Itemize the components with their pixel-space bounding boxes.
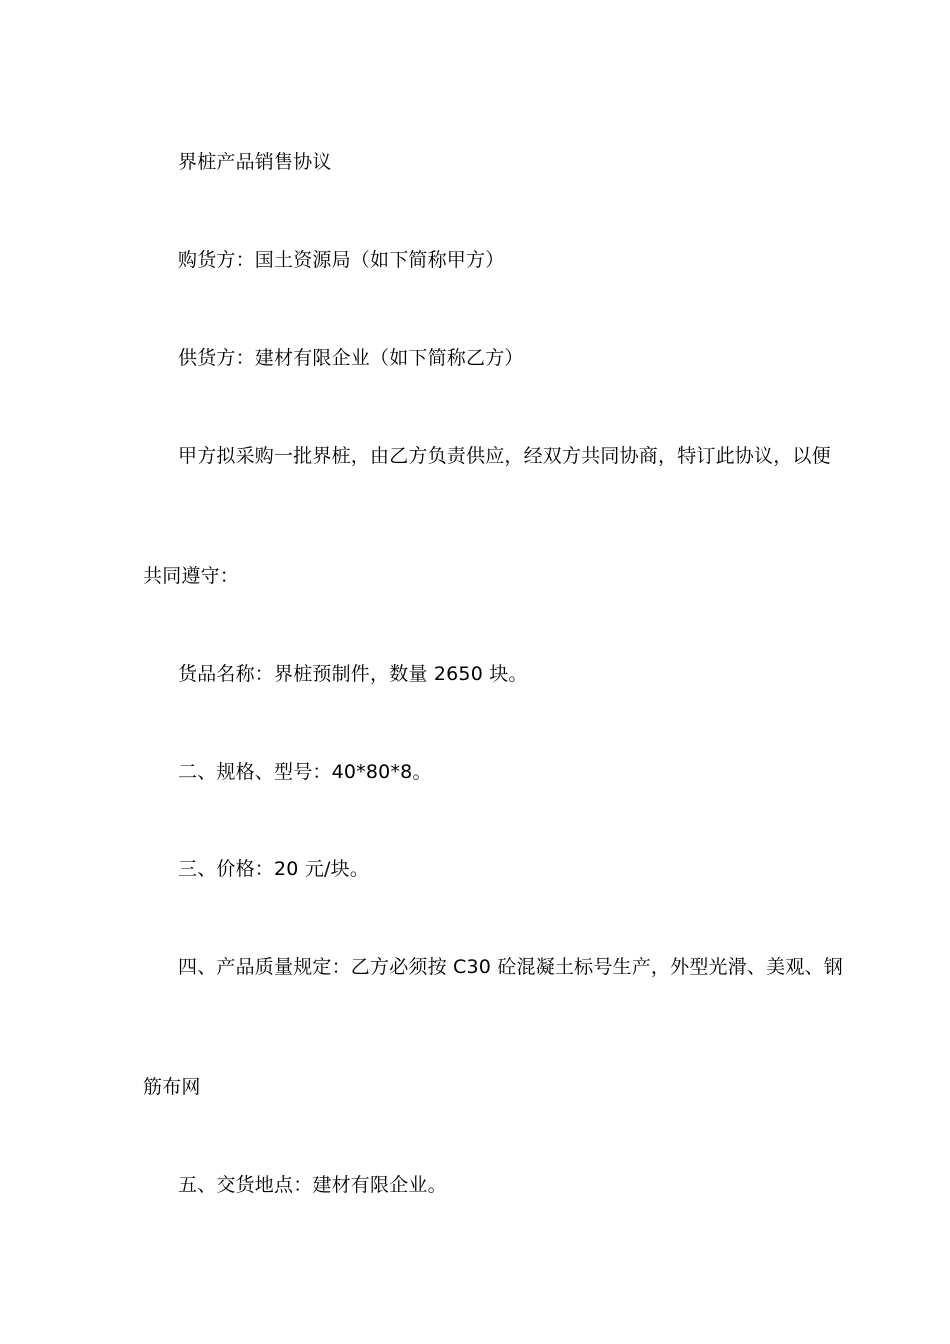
clause-quality-line-2: 筋布网 (143, 1076, 201, 1098)
clause-delivery-location: 五、交货地点：建材有限企业。 (178, 1174, 447, 1196)
clause-specification: 二、规格、型号：40*80*8。 (178, 761, 432, 783)
clause-product-name: 货品名称：界桩预制件，数量 2650 块。 (178, 663, 528, 685)
intro-paragraph-line-2: 共同遵守： (143, 565, 240, 587)
clause-price: 三、价格：20 元/块。 (178, 858, 370, 880)
buyer-line: 购货方：国土资源局（如下简称甲方） (178, 249, 505, 271)
intro-paragraph-line-1: 甲方拟采购一批界桩，由乙方负责供应，经双方共同协商，特订此协议，以便 (178, 445, 831, 467)
document-title: 界桩产品销售协议 (178, 151, 332, 173)
supplier-line: 供货方：建材有限企业（如下简称乙方） (178, 347, 524, 369)
clause-quality-line-1: 四、产品质量规定：乙方必须按 C30 砼混凝土标号生产，外型光滑、美观、钢 (178, 956, 843, 978)
